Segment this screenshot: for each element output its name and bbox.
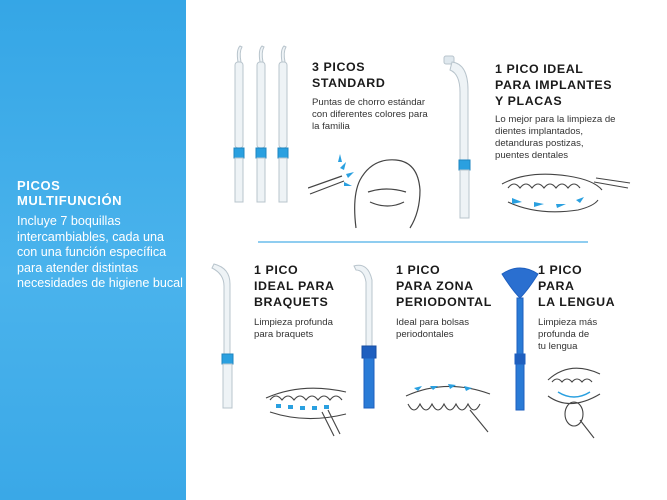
sidebar-title: PICOS MULTIFUNCIÓN bbox=[17, 178, 123, 208]
implant-tip-illustration bbox=[438, 50, 478, 222]
card-implants-title: 1 PICO IDEAL PARA IMPLANTES Y PLACAS bbox=[495, 62, 613, 108]
card-periodontal-description: Ideal para bolsas periodontales bbox=[396, 317, 470, 340]
gum-pocket-illustration bbox=[400, 374, 496, 436]
card-tongue-title: 1 PICO PARA LA LENGUA bbox=[538, 263, 616, 309]
periodontal-tip-illustration bbox=[350, 260, 390, 414]
braces-teeth-illustration bbox=[262, 378, 354, 440]
card-braces-description: Limpieza profunda para braquets bbox=[254, 317, 333, 340]
card-braces-title: 1 PICO IDEAL PARA BRAQUETS bbox=[254, 263, 335, 309]
card-standard-title: 3 PICOS STANDARD bbox=[312, 60, 386, 90]
section-divider bbox=[258, 241, 588, 243]
braces-tip-illustration bbox=[208, 262, 248, 412]
card-periodontal-title: 1 PICO PARA ZONA PERIODONTAL bbox=[396, 263, 492, 309]
sidebar-panel bbox=[0, 0, 186, 500]
sidebar-description: Incluye 7 boquillas intercambiables, cada una con una función específica para atender distintas necesidades de higiene bucal bbox=[17, 214, 183, 291]
card-implants-description: Lo mejor para la limpieza de dientes implantados, detanduras postizas, puentes dentales bbox=[495, 114, 616, 161]
face-rinse-illustration bbox=[308, 150, 426, 232]
denture-illustration bbox=[498, 162, 632, 218]
mouth-tongue-illustration bbox=[540, 360, 610, 440]
card-tongue-description: Limpieza más profunda de tu lengua bbox=[538, 317, 598, 352]
tongue-tip-illustration bbox=[498, 264, 542, 414]
standard-tips-illustration bbox=[226, 44, 298, 220]
card-standard-description: Puntas de chorro estándar con diferentes colores para la familia bbox=[312, 97, 428, 132]
